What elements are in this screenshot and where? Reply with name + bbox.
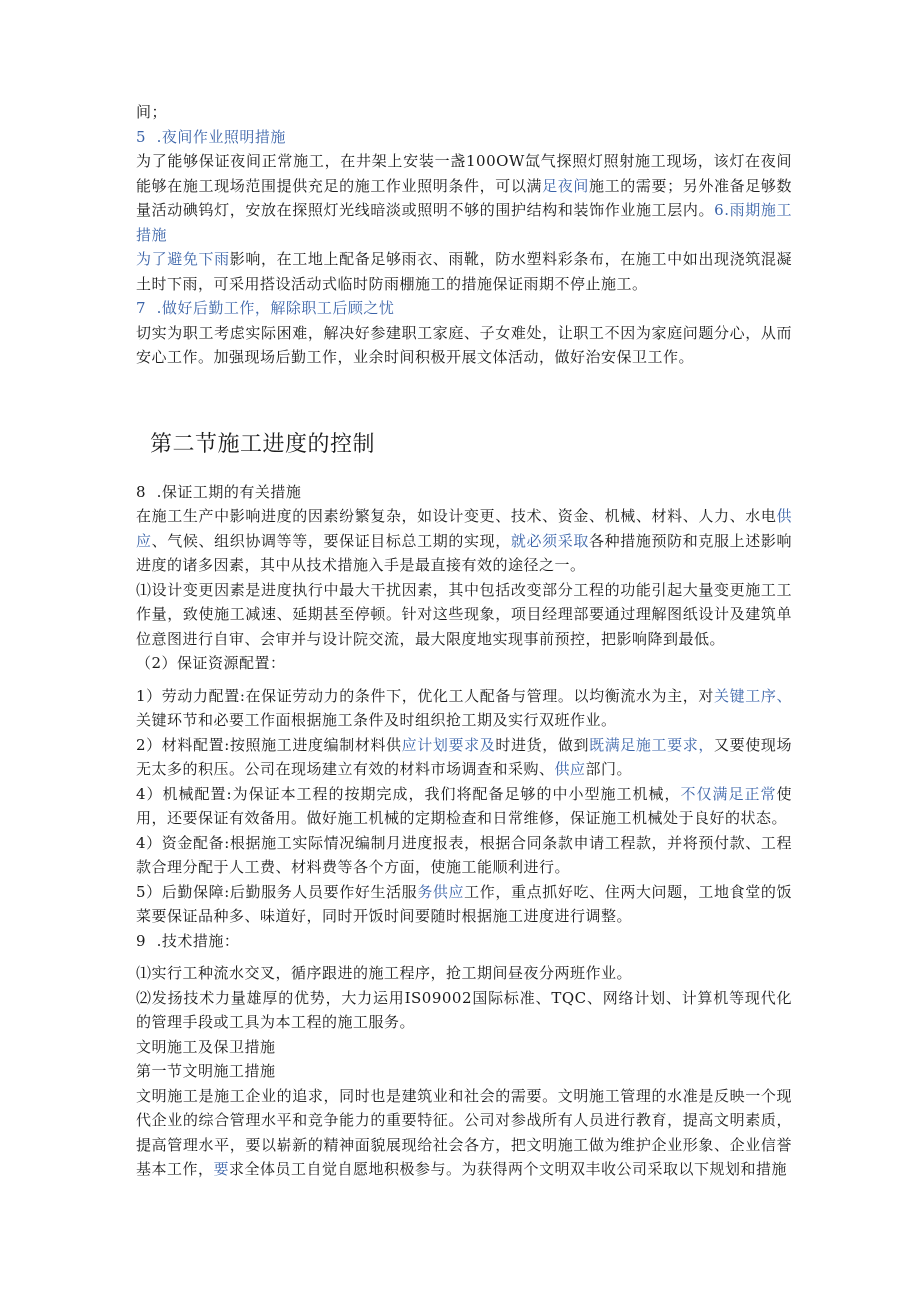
heading-logistics: 7 .做好后勤工作，解除职工后顾之忧 bbox=[136, 299, 395, 317]
paragraph-tech-1: ⑴实行工种流水交叉，循序跟进的施工程序，抢工期间昼夜分两班作业。 bbox=[136, 964, 633, 982]
heading-schedule-measures: 8 .保证工期的有关措施 bbox=[136, 482, 302, 501]
paragraph-tail: 间； bbox=[136, 103, 168, 121]
heading-technical-measures: 9 .技术措施： bbox=[136, 931, 240, 950]
text-run: 、气候、组织协调等等，要保证目标总工期的实现， bbox=[151, 531, 511, 550]
text-run-highlight: 供应 bbox=[136, 507, 792, 550]
text-run: 各种措施预防和克服上述影响进度的诸多因素，其中从技术措施入手是最直接有效的途径之一。 bbox=[136, 531, 792, 574]
text-run: 5）后勤保障:后勤服务人员要作好生活服 bbox=[136, 882, 418, 901]
paragraph-rainy-season bbox=[136, 247, 792, 296]
text-run-highlight: 就必须采取 bbox=[510, 531, 590, 550]
text-run: 又要使现场无太多的积压。公司在现场建立有效的材料市场调查和采购、 bbox=[136, 735, 792, 778]
text-run: 在施工生产中影响进度的因素纷繁复杂，如设计变更、技术、资金、机械、材料、人力、水电 bbox=[136, 507, 777, 525]
heading-civilized-construction: 文明施工及保卫措施 bbox=[136, 1037, 276, 1056]
text-run: 文明施工是施工企业的追求，同时也是建筑业和社会的需要。文明施工管理的水准是反映一个现代企业的综合管理水平和竞争能力的重要特征。公司对参战所有人员进行教育，提高文明素质，提高管理水平，要以崭新的精神面貌展现给社会各方，把文明施工做为维护企业形象、企业信誉基本工作， bbox=[136, 1086, 792, 1178]
text-run-highlight: 供应 bbox=[554, 760, 586, 778]
text-run-highlight: 务供应 bbox=[417, 882, 465, 901]
text-run-highlight: 足夜间 bbox=[542, 176, 590, 195]
text-run: 1）劳动力配置:在保证劳动力的条件下，优化工人配备与管理。以均衡流水为主，对 bbox=[136, 686, 715, 705]
heading-resource-allocation: （2）保证资源配置： bbox=[136, 654, 286, 672]
text-run: 施工的需要；另外准备足够数量活动碘钨灯，安放在探照灯光线暗淡或照明不够的围护结构和装饰作业施工层内。 bbox=[136, 176, 792, 219]
text-run-highlight: 应计划要求及 bbox=[401, 735, 496, 754]
paragraph-funds: 4）资金配备:根据施工实际情况编制月进度报表，根据合同条款申请工程款，并将预付款、工程款合理分配于人工费、材料费等各个方面，使施工能顺利进行。 bbox=[136, 833, 792, 876]
text-run: 工作，重点抓好吃、住两大问题，工地食堂的饭菜要保证品种多、味道好，同时开饭时间要随时根据施工进度进行调整。 bbox=[136, 882, 792, 925]
paragraph-tech-2: ⑵发扬技术力量雄厚的优势，大力运用IS09002国际标准、TQC、网络计划、计算机等现代化的管理手段或工具为本工程的施工服务。 bbox=[136, 988, 792, 1031]
text-run-highlight: 要 bbox=[213, 1160, 230, 1178]
heading-section-one: 第一节文明施工措施 bbox=[136, 1062, 276, 1080]
paragraph-materials bbox=[136, 733, 792, 782]
paragraph-civilized bbox=[136, 1084, 792, 1182]
text-run-highlight: 关键工序、 bbox=[714, 686, 792, 705]
text-run: 使用，还要保证有效备用。做好施工机械的定期检查和日常维修，保证施工机械处于良好的状态。 bbox=[136, 784, 792, 827]
heading-night-lighting: 5 .夜间作业照明措施 bbox=[136, 127, 286, 146]
paragraph-factors bbox=[136, 504, 792, 578]
text-run: 2）材料配置:按照施工进度编制材料供 bbox=[136, 735, 402, 754]
paragraph-night-lighting bbox=[136, 149, 792, 247]
text-run: 部门。 bbox=[585, 760, 633, 778]
text-run: 时进货，做到 bbox=[495, 735, 590, 754]
paragraph-machinery bbox=[136, 782, 792, 831]
text-run-highlight: 为了避免下雨 bbox=[136, 250, 230, 268]
text-run: 求全体员工自觉自愿地积极参与。为获得两个文明双丰收公司采取以下规划和措施 bbox=[229, 1160, 788, 1178]
text-run-highlight: 不仅满足正常 bbox=[680, 784, 777, 803]
paragraph-logistics-support bbox=[136, 880, 792, 929]
section-title-progress-control: 第二节施工进度的控制 bbox=[150, 431, 376, 457]
paragraph-design-change: ⑴设计变更因素是进度执行中最大干扰因素，其中包括改变部分工程的功能引起大量变更施工工作量，致使施工减速、延期甚至停顿。针对这些现象，项目经理部要通过理解图纸设计及建筑单位意图进行自审、会审并与设计院交流，最大限度地实现事前预控，把影响降到最低。 bbox=[136, 580, 792, 648]
text-run: 为了能够保证夜间正常施工，在井架上安装一盏100OW氙气探照灯照射施工现场，该灯在夜间能够在施工现场范围提供充足的施工作业照明条件，可以满 bbox=[136, 152, 792, 195]
text-run: 关键环节和必要工作面根据施工条件及时组织抢工期及实行双班作业。 bbox=[136, 711, 617, 729]
heading-rainy-season: 6.雨期施工措施 bbox=[136, 201, 792, 244]
text-run: 4）机械配置:为保证本工程的按期完成，我们将配备足够的中小型施工机械， bbox=[136, 784, 681, 803]
text-run-highlight: 既满足施工要求， bbox=[589, 735, 714, 754]
document-body bbox=[136, 100, 792, 1182]
paragraph-logistics: 切实为职工考虑实际困难，解决好参建职工家庭、子女难处，让职工不因为家庭问题分心，从而安心工作。加强现场后勤工作，业余时间积极开展文体活动，做好治安保卫工作。 bbox=[136, 323, 792, 366]
paragraph-labor bbox=[136, 684, 792, 733]
text-run: 影响，在工地上配备足够雨衣、雨靴，防水塑料彩条布，在施工中如出现浇筑混凝土时下雨，可采用搭设活动式临时防雨棚施工的措施保证雨期不停止施工。 bbox=[136, 250, 792, 293]
